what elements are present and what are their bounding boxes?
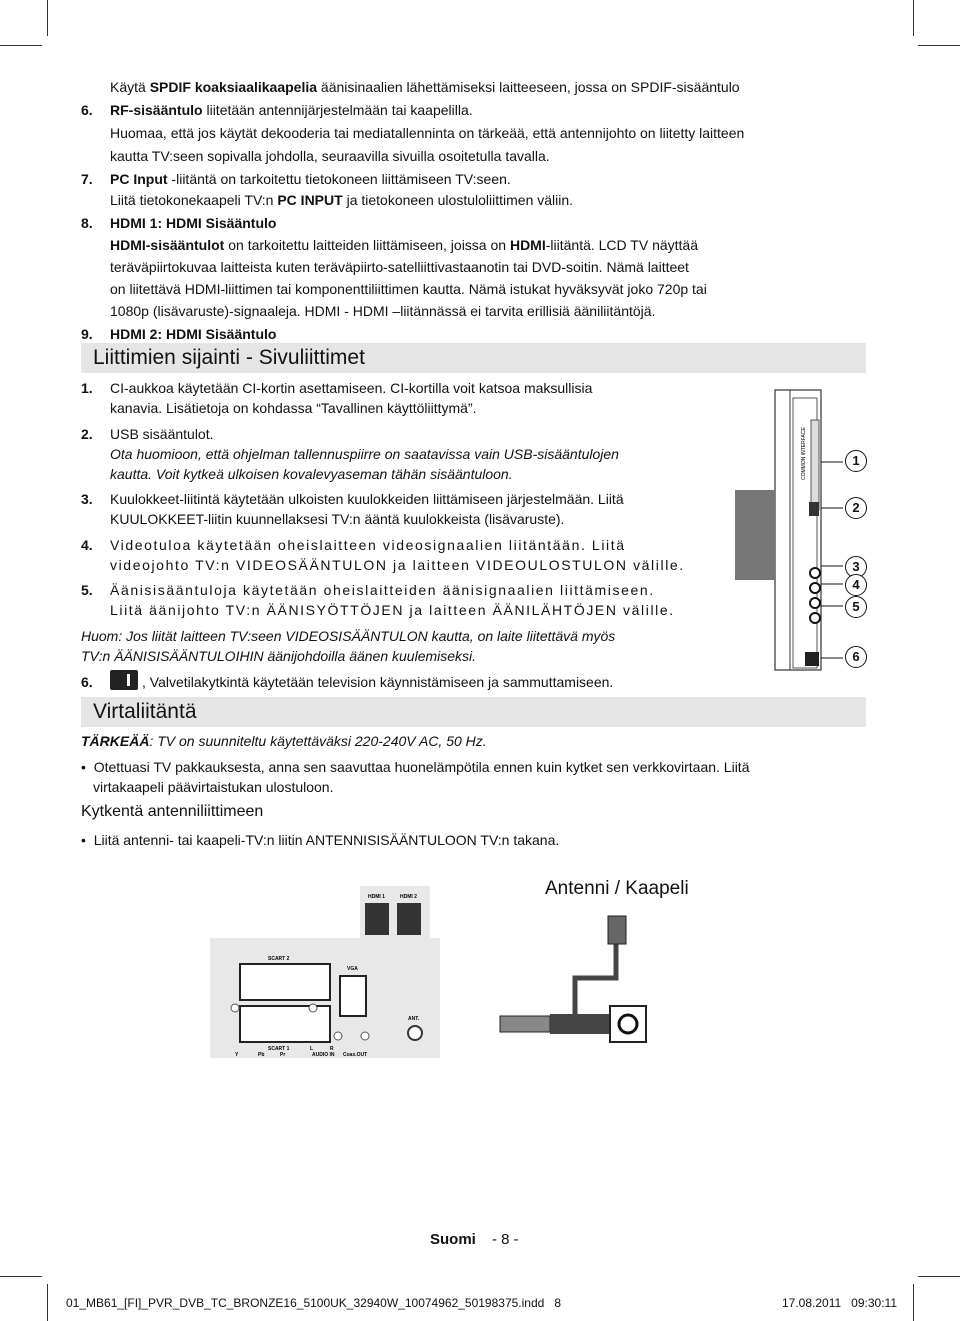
usb-text: USB sisääntulot.: [110, 426, 214, 442]
crop-mark: [918, 1276, 960, 1277]
crop-mark: [47, 0, 48, 36]
l-label: L: [310, 1046, 314, 1052]
section-heading: Liittimien sijainti - Sivuliittimet: [93, 346, 365, 369]
crop-mark: [918, 45, 960, 46]
page-number: - 8 -: [492, 1231, 519, 1248]
hdmi-text: HDMI-sisääntulot on tarkoitettu laitteiden liittämiseen, joissa on HDMI-liitäntä. LCD TV näyttää: [110, 237, 698, 253]
item-number: 6.: [81, 674, 93, 690]
crop-mark: [47, 1284, 48, 1321]
hdmi1-label: HDMI 1: [368, 894, 385, 900]
headphone-text: KUULOKKEET-liitin kuunnellaksesi TV:n ääntä kuulokkeista (lisävaruste).: [110, 511, 565, 527]
callout-6: 6: [845, 646, 867, 668]
rf-input-note: kautta TV:seen sopivalla johdolla, seuraavilla sivuilla osoitetulla tavalla.: [110, 148, 550, 164]
pb-label: Pb: [258, 1052, 265, 1058]
bullet-text: • Liitä antenni- tai kaapeli-TV:n liitin ANTENNISISÄÄNTULOON TV:n takana.: [81, 832, 560, 848]
hdmi-text: teräväpiirtokuvaa laitteista kuten teräväpiirto-satelliittivastaanotin tai DVD-soitin. Nämä laitteet: [110, 259, 689, 275]
note-text: Huom: Jos liität laitteen TV:seen VIDEOSISÄÄNTULON kautta, on laite liitettävä myös: [81, 628, 616, 644]
hdmi-text: on liitettävä HDMI-liittimen tai komponenttiliittimen kautta. Nämä istukat hyväksyvät joko 720p tai: [110, 281, 707, 297]
spdif-paragraph: Käytä SPDIF koaksiaalikaapelia äänisinaalien lähettämiseksi laitteeseen, jossa on SPDIF-sisääntulo: [110, 79, 740, 95]
pc-input-text: Liitä tietokonekaapeli TV:n PC INPUT ja tietokoneen ulostuloliittimen väliin.: [110, 192, 574, 208]
item-number: 8.: [81, 215, 93, 231]
ci-text: CI-aukkoa käytetään CI-kortin asettamiseen. CI-kortilla voit katsoa maksullisia: [110, 380, 593, 396]
callout-1: 1: [845, 450, 867, 472]
note-text: TV:n ÄÄNISISÄÄNTULOIHIN äänijohdoilla äänen kuulemiseksi.: [81, 648, 477, 664]
callout-5: 5: [845, 596, 867, 618]
power-switch-icon: [110, 670, 138, 690]
hdmi-text: 1080p (lisävaruste)-signaaleja. HDMI - HDMI –liitännässä ei tarvita erillisiä ääniliitäntöjä.: [110, 303, 656, 319]
bullet-text: virtakaapeli päävirtaistukan ulostuloon.: [93, 779, 334, 795]
headphone-text: Kuulokkeet-liitintä käytetään ulkoisten kuulokkeiden liittämiseen järjestelmään. Liitä: [110, 491, 624, 507]
coax-out-label: Coax.OUT: [343, 1052, 368, 1058]
panel-label: COMMON INTERFACE: [801, 427, 807, 480]
ci-text: kanavia. Lisätietoja on kohdassa “Tavallinen käyttöliittymä”.: [110, 400, 477, 416]
ant-label: ANT.: [408, 1016, 420, 1022]
bullet-text: • Otettuasi TV pakkauksesta, anna sen saavuttaa huonelämpötila ennen kuin kytket sen verkkovirtaan. Liitä: [81, 759, 750, 775]
scart1-label: SCART 1: [268, 1046, 290, 1052]
audio-in-label: AUDIO IN: [312, 1052, 335, 1058]
side-connectors-illustration: [735, 380, 870, 690]
timestamp: 17.08.2011 09:30:11: [782, 1296, 897, 1310]
item-number: 3.: [81, 491, 93, 507]
usb-note: kautta. Voit kytkeä ulkoisen kovalevyaseman tähän sisääntuloon.: [110, 466, 513, 482]
antenna-heading: Kytkentä antenniliittimeen: [81, 803, 264, 820]
page-language: Suomi: [430, 1231, 476, 1248]
video-text: Videotuloa käytetään oheislaitteen videosignaalien liitäntään. Liitä: [110, 537, 626, 553]
callout-2: 2: [845, 497, 867, 519]
item-number: 9.: [81, 326, 93, 342]
crop-mark: [0, 1276, 42, 1277]
item-number: 2.: [81, 426, 93, 442]
item-number: 5.: [81, 582, 93, 598]
audio-text: Liitä äänijohto TV:n ÄÄNISYÖTTÖJEN ja laitteen ÄÄNILÄHTÖJEN välille.: [110, 602, 675, 618]
item-number: 4.: [81, 537, 93, 553]
important-text: TÄRKEÄÄ: TV on suunniteltu käytettäväksi 220-240V AC, 50 Hz.: [81, 733, 487, 749]
pr-label: Pr: [280, 1052, 286, 1058]
vga-label: VGA: [347, 966, 358, 972]
pc-input-text: PC Input -liitäntä on tarkoitettu tietokoneen liittämiseen TV:seen.: [110, 171, 511, 187]
item-number: 1.: [81, 380, 93, 396]
rf-input-note: Huomaa, että jos käytät dekooderia tai mediatallenninta on tärkeää, että antennijohto on liitetty laitteen: [110, 125, 745, 141]
audio-text: Äänisisääntuloja käytetään oheislaitteiden äänisignaalien liittämiseen.: [110, 582, 655, 598]
callout-3: 3: [845, 556, 867, 578]
video-text: videojohto TV:n VIDEOSÄÄNTULON ja laitteen VIDEOULOSTULON välille.: [110, 557, 685, 573]
file-info: 01_MB61_[FI]_PVR_DVB_TC_BRONZE16_5100UK_32940W_10074962_50198375.indd 8: [66, 1296, 561, 1310]
callout-4: 4: [845, 574, 867, 596]
y-label: Y: [235, 1052, 239, 1058]
power-switch-text: , Valvetilakytkintä käytetään television käynnistämiseen ja sammuttamiseen.: [142, 674, 614, 690]
section-heading-bar: [81, 697, 866, 727]
crop-mark: [0, 45, 42, 46]
crop-mark: [913, 1284, 914, 1321]
hdmi1-title: HDMI 1: HDMI Sisääntulo: [110, 215, 277, 231]
rear-panel-diagram: [210, 878, 710, 1068]
r-label: R: [330, 1046, 334, 1052]
rf-input-text: RF-sisääntulo liitetään antennijärjestelmään tai kaapelilla.: [110, 102, 473, 118]
item-number: 7.: [81, 171, 93, 187]
item-number: 6.: [81, 102, 93, 118]
usb-note: Ota huomioon, että ohjelman tallennuspiirre on saatavissa vain USB-sisääntulojen: [110, 446, 619, 462]
crop-mark: [913, 0, 914, 36]
scart2-label: SCART 2: [268, 956, 290, 962]
antenna-label: Antenni / Kaapeli: [545, 878, 689, 899]
section-heading: Virtaliitäntä: [93, 700, 197, 723]
hdmi2-title: HDMI 2: HDMI Sisääntulo: [110, 326, 277, 342]
hdmi2-label: HDMI 2: [400, 894, 417, 900]
